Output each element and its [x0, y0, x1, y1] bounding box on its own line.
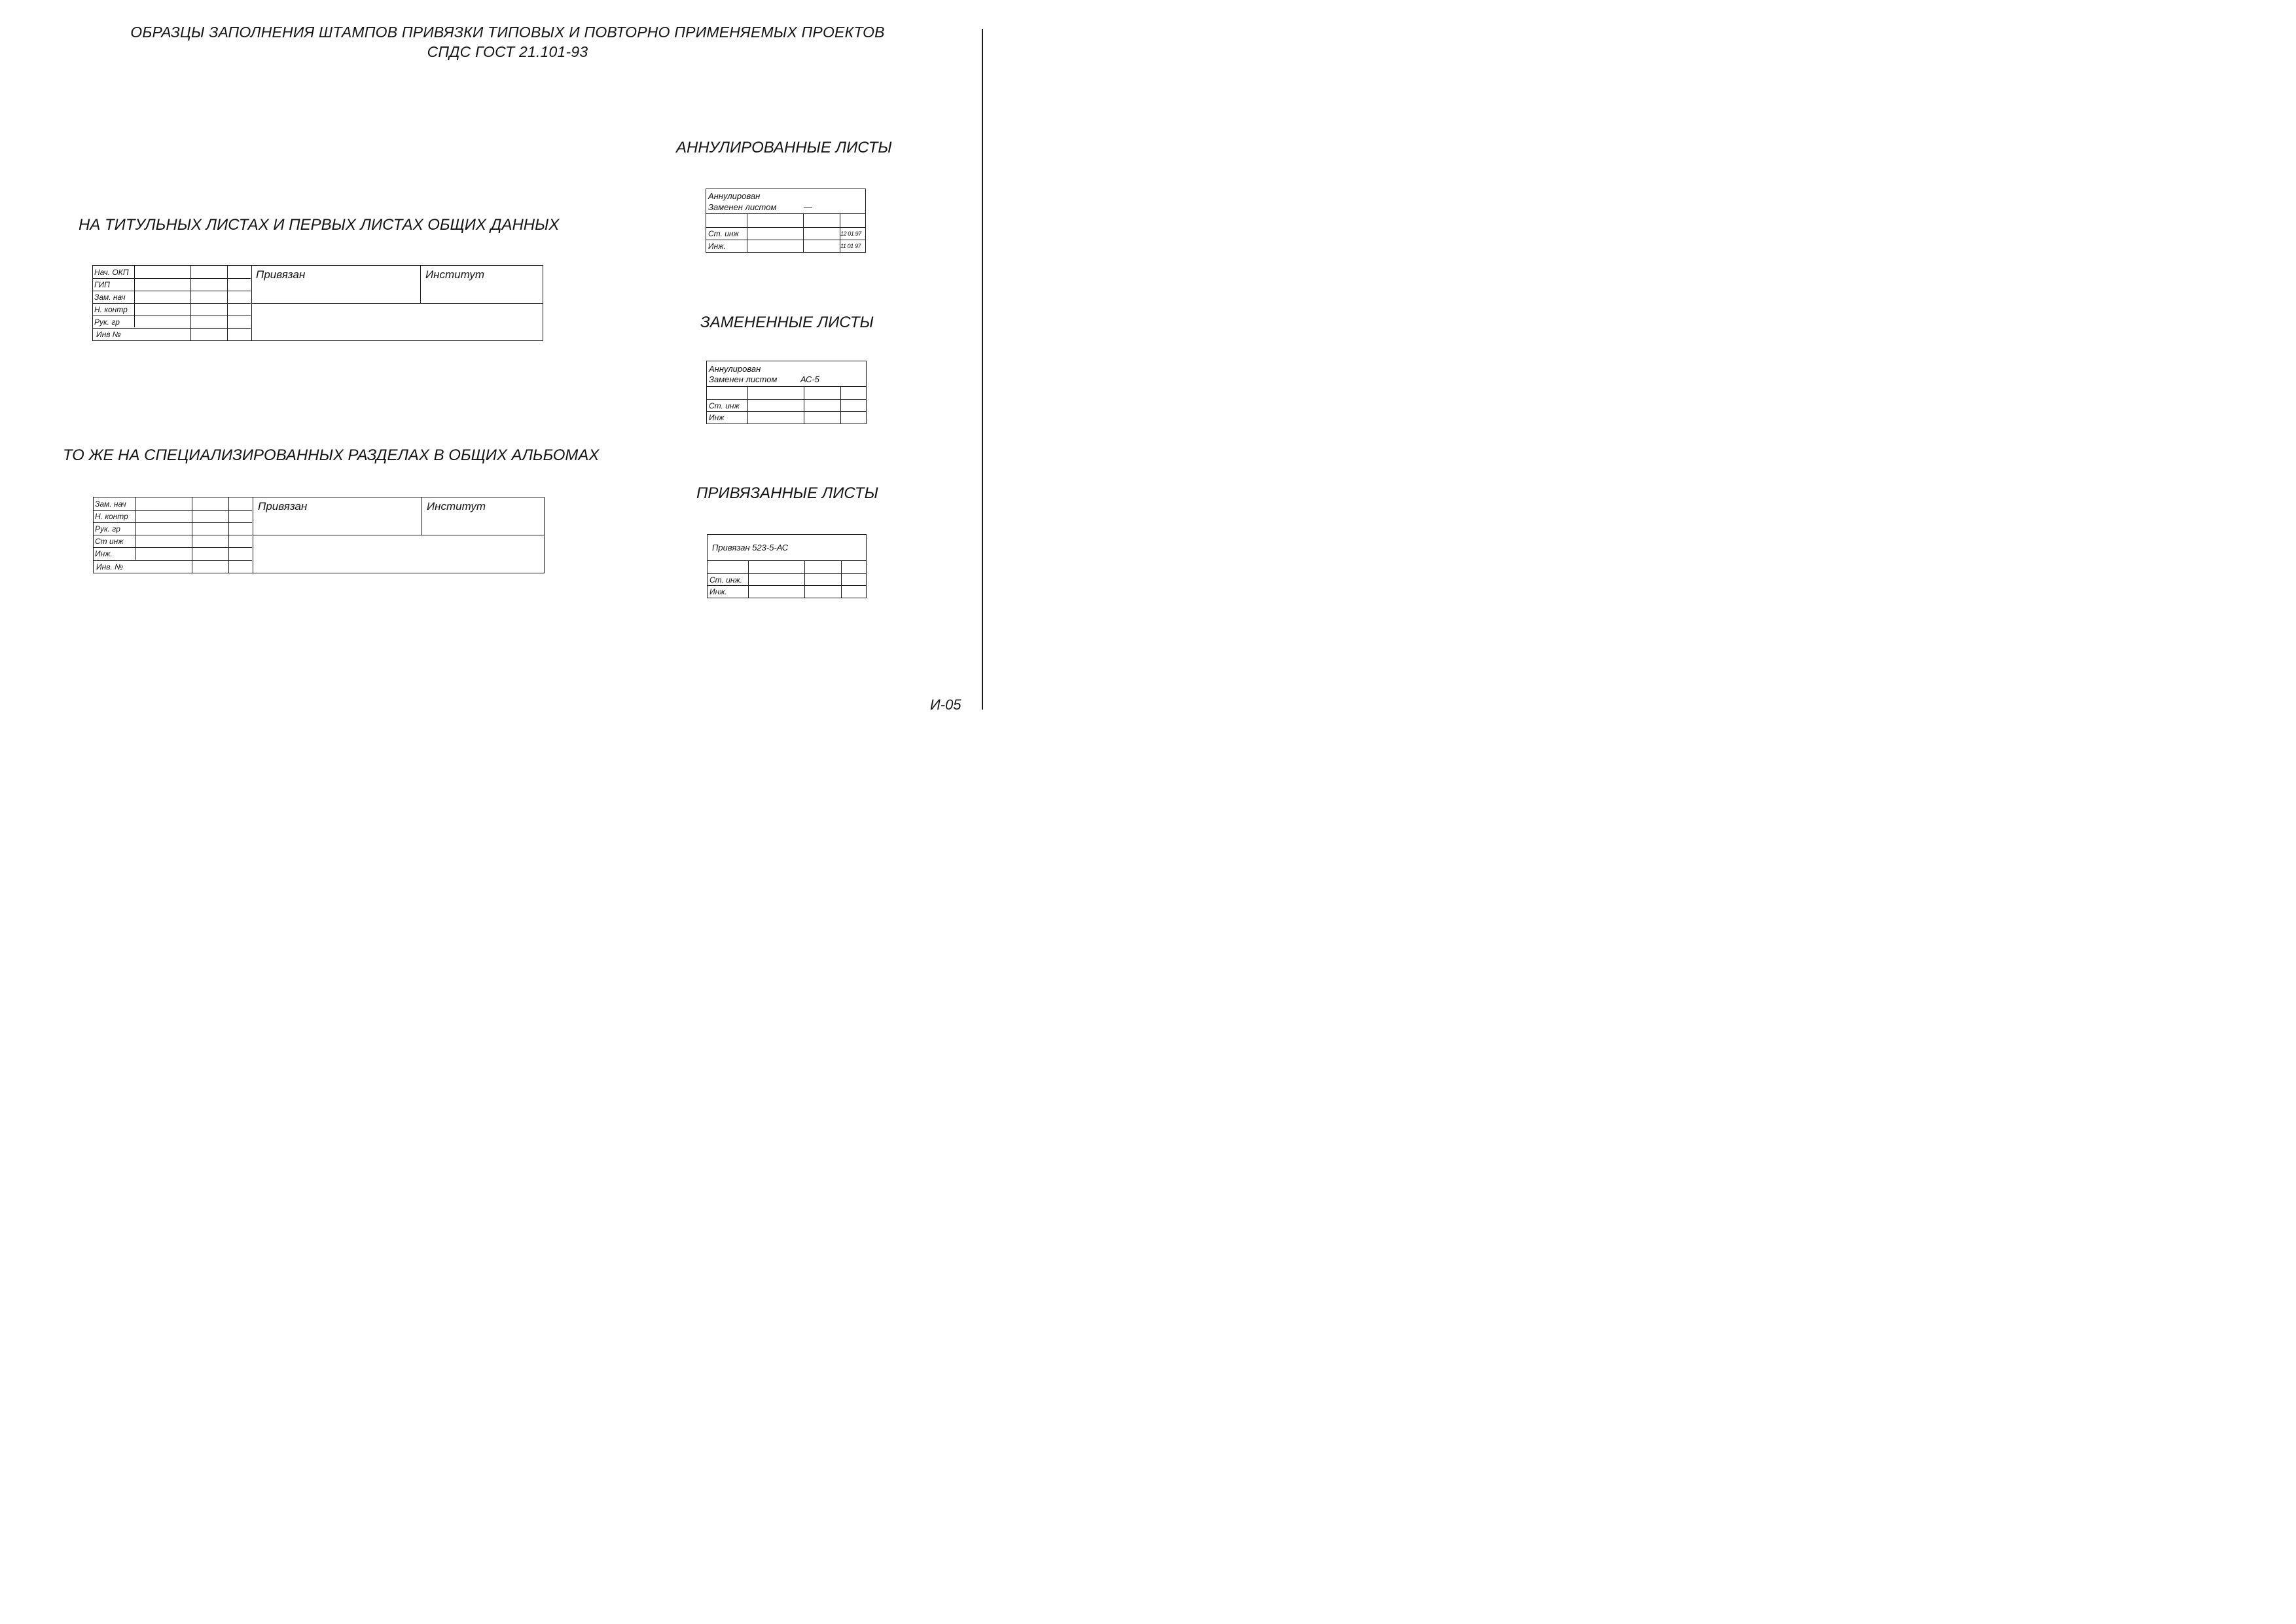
annulled-sheets-stamp	[706, 189, 866, 253]
stamp-divider	[420, 266, 421, 303]
date-value: 11 01 97	[840, 243, 861, 249]
replaced-line-2: Заменен листом	[709, 374, 778, 384]
section-bound-heading: ПРИВЯЗАННЫЕ ЛИСТЫ	[696, 484, 878, 502]
stamp-row-line	[708, 573, 866, 574]
stamp-row-line	[707, 411, 866, 412]
stamp-divider	[840, 386, 841, 424]
stamp-row-line	[708, 585, 866, 586]
stamp-row-label: Рук. гр	[95, 524, 120, 533]
stamp-row-label: Нач. ОКП	[94, 268, 129, 277]
bound-label: Привязан	[256, 268, 306, 281]
stamp-row-line	[707, 399, 866, 400]
replaced-sheets-stamp	[706, 361, 867, 424]
stamp-divider	[748, 560, 749, 598]
stamp-row-line	[94, 522, 252, 523]
stamp-row-label: Н. контр	[95, 512, 128, 521]
stamp-divider	[841, 560, 842, 598]
stamp-row-line	[94, 510, 252, 511]
stamp-row-label: ГИП	[94, 280, 110, 289]
stamp-divider	[804, 560, 805, 598]
stamp-row-label: Рук. гр	[94, 317, 120, 327]
replaced-line-1: Аннулирован	[709, 364, 761, 374]
stamp-divider	[747, 386, 748, 424]
section-title-sheets-heading: НА ТИТУЛЬНЫХ ЛИСТАХ И ПЕРВЫХ ЛИСТАХ ОБЩИХ ДАННЫХ	[79, 216, 560, 234]
stamp-row-label: Инж.	[95, 549, 113, 558]
stamp-row-line	[93, 303, 251, 304]
bound-label: Привязан	[258, 500, 308, 513]
annulled-line-1: Аннулирован	[708, 191, 761, 201]
stamp-row-label: Зам. нач	[95, 499, 126, 509]
stamp-row-line	[706, 227, 865, 228]
special-sections-stamp	[93, 497, 545, 573]
stamp-divider	[134, 266, 135, 327]
stamp-row-line	[251, 303, 543, 304]
bound-sheets-stamp	[707, 534, 867, 598]
stamp-row-label: Ст. инж.	[709, 575, 743, 585]
annulled-replacement: —	[804, 202, 812, 212]
stamp-row-label: Инв №	[96, 330, 121, 339]
stamp-row-label: Зам. нач	[94, 293, 126, 302]
institute-label: Институт	[425, 268, 485, 281]
stamp-row-line	[93, 278, 251, 279]
stamp-row-label: Ст. инж	[709, 401, 740, 410]
title-sheets-stamp	[92, 265, 543, 341]
stamp-row-line	[707, 386, 866, 387]
replaced-replacement: АС-5	[800, 374, 819, 384]
stamp-row-label: Инв. №	[96, 562, 124, 571]
stamp-row-label: Инж.	[709, 587, 727, 596]
stamp-row-line	[94, 560, 252, 561]
frame-border-line	[982, 29, 983, 710]
stamp-row-line	[706, 213, 865, 214]
stamp-row-line	[94, 547, 252, 548]
stamp-row-line	[93, 328, 251, 329]
section-special-heading: ТО ЖЕ НА СПЕЦИАЛИЗИРОВАННЫХ РАЗДЕЛАХ В ОБЩИХ АЛЬБОМАХ	[63, 446, 600, 464]
stamp-divider	[135, 497, 136, 560]
bound-line-1: Привязан 523-5-АС	[712, 543, 789, 552]
stamp-row-label: Н. контр	[94, 305, 128, 314]
stamp-row-label: Ст. инж	[708, 229, 739, 238]
stamp-divider	[803, 213, 804, 252]
sheet-number: И-05	[930, 696, 961, 713]
stamp-row-label: Инж.	[708, 242, 726, 251]
institute-label: Институт	[427, 500, 486, 513]
date-value: 12 01 97	[840, 230, 861, 237]
document-subtitle: СПДС ГОСТ 21.101-93	[427, 43, 588, 60]
section-annulled-heading: АННУЛИРОВАННЫЕ ЛИСТЫ	[676, 139, 892, 156]
stamp-row-label: Инж	[709, 413, 725, 422]
stamp-row-line	[708, 560, 866, 561]
stamp-row-label: Ст инж	[95, 537, 124, 546]
annulled-line-2: Заменен листом	[708, 202, 777, 212]
document-title: ОБРАЗЦЫ ЗАПОЛНЕНИЯ ШТАМПОВ ПРИВЯЗКИ ТИПОВЫХ И ПОВТОРНО ПРИМЕНЯЕМЫХ ПРОЕКТОВ	[130, 24, 885, 41]
section-replaced-heading: ЗАМЕНЕННЫЕ ЛИСТЫ	[700, 314, 874, 331]
